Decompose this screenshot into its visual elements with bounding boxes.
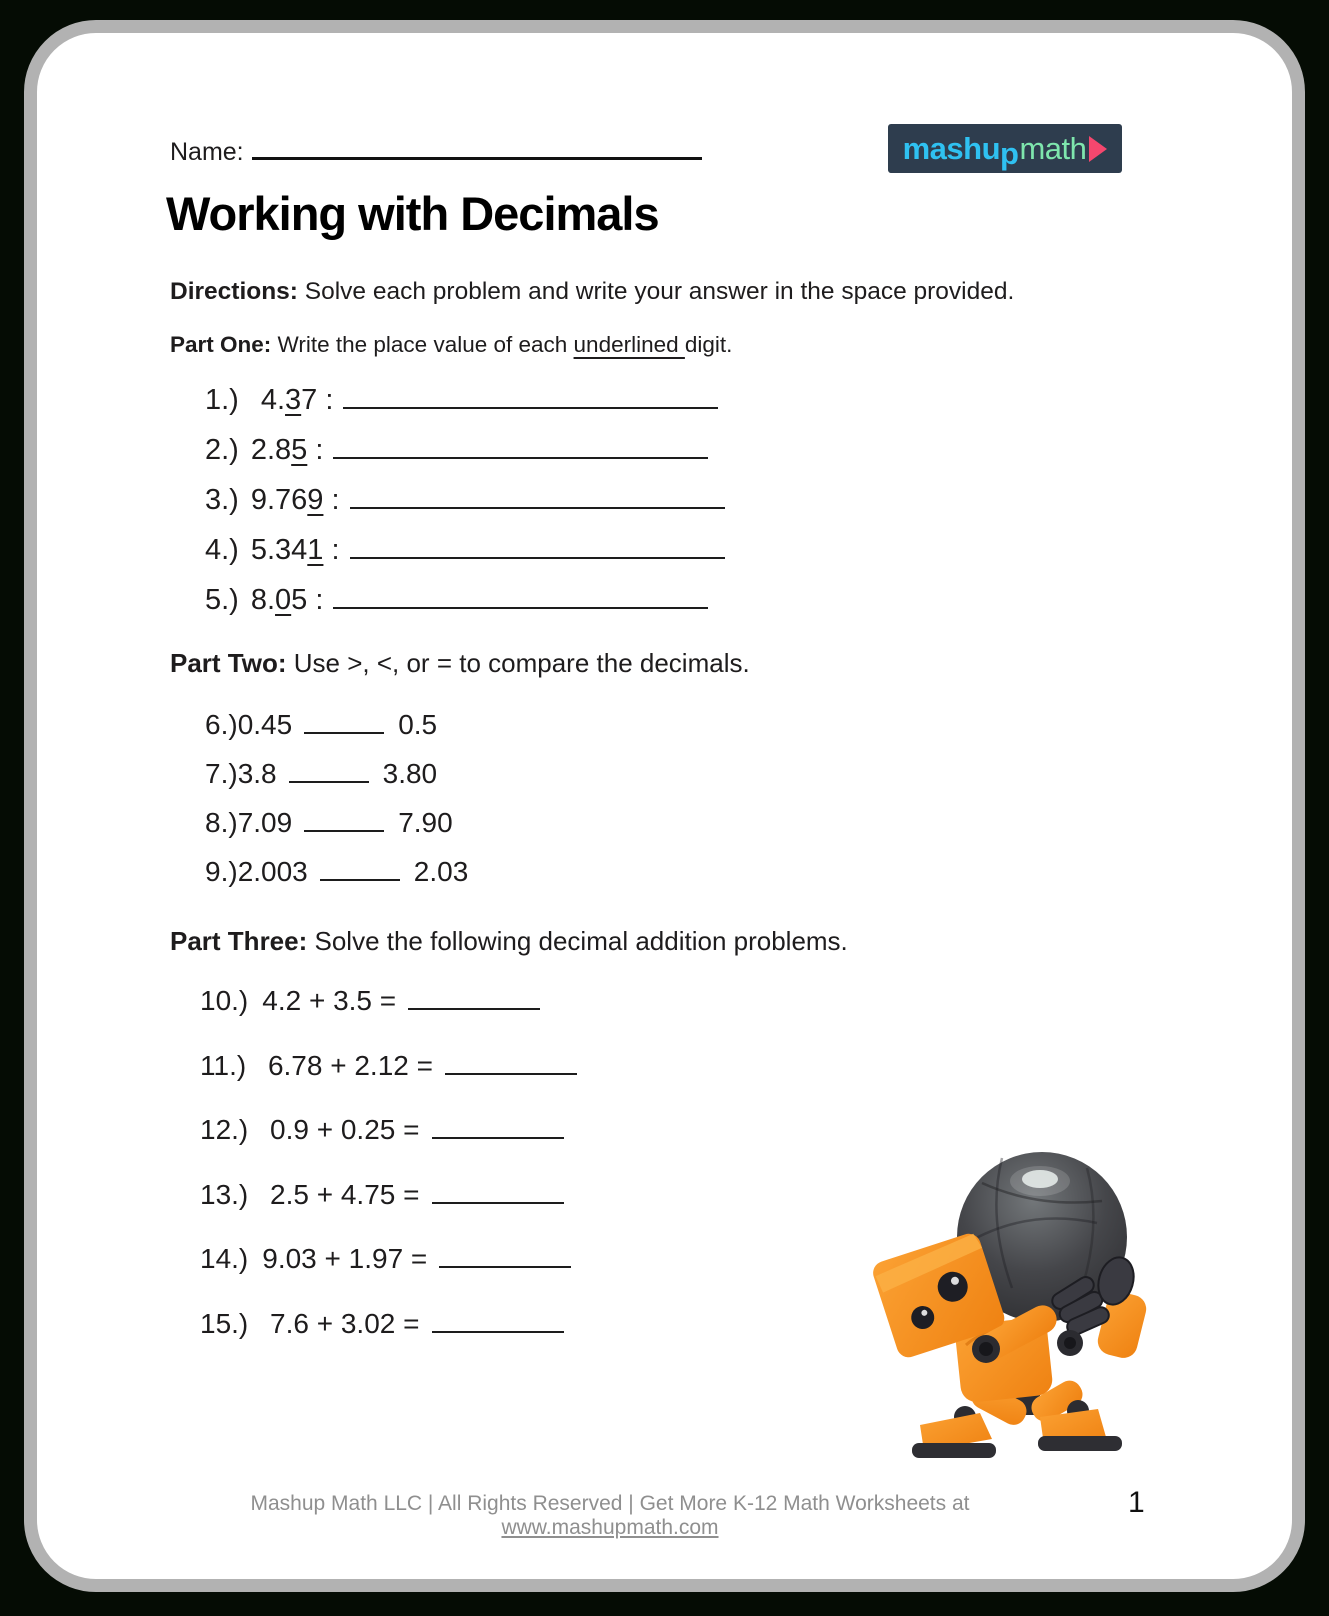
footer-text: Mashup Math LLC | All Rights Reserved | Get More K-12 Math Worksheets at xyxy=(250,1492,970,1515)
answer-blank xyxy=(343,378,718,409)
left-value: 3.8 xyxy=(237,758,277,789)
item-value: 8.05 xyxy=(250,584,308,616)
answer-blank xyxy=(439,1238,571,1268)
addition-item xyxy=(200,1045,577,1110)
item-number: 8.) xyxy=(205,807,238,838)
part-three-label: Part Three: xyxy=(170,926,308,956)
addition-item xyxy=(200,1238,577,1303)
compare-item xyxy=(205,851,468,900)
compare-item xyxy=(205,753,468,802)
expression: 4.2 + 3.5 = xyxy=(262,985,397,1016)
answer-blank xyxy=(445,1045,577,1075)
item-number: 14.) xyxy=(200,1243,249,1274)
page-number: 1 xyxy=(1128,1486,1145,1519)
answer-blank xyxy=(304,704,384,734)
place-value-item xyxy=(205,378,725,428)
logo-text-mashu: mashu xyxy=(902,130,1001,166)
item-value: 4.37 xyxy=(260,384,318,416)
name-blank-line xyxy=(252,132,702,160)
expression: 2.5 + 4.75 = xyxy=(262,1178,420,1210)
left-value: 2.003 xyxy=(237,856,308,887)
part-three-text: Solve the following decimal addition problems. xyxy=(307,926,848,956)
directions xyxy=(170,278,1014,306)
name-label: Name: xyxy=(170,138,244,166)
place-value-item xyxy=(205,578,725,628)
item-number: 12.) xyxy=(200,1114,249,1145)
part-two-list xyxy=(205,704,468,900)
part-one-underlined-word: underlined xyxy=(573,332,685,357)
part-one-list xyxy=(205,378,725,628)
answer-blank xyxy=(350,528,725,559)
page-title: Working with Decimals xyxy=(166,187,659,240)
part-two-label: Part Two: xyxy=(170,648,287,678)
addition-item xyxy=(200,1303,577,1368)
colon: : xyxy=(315,584,324,616)
part-three-heading xyxy=(170,926,848,957)
play-icon xyxy=(1089,136,1107,162)
footer-link[interactable]: www.mashupmath.com xyxy=(501,1516,719,1539)
answer-blank xyxy=(408,980,540,1010)
place-value-item xyxy=(205,428,725,478)
place-value-item xyxy=(205,528,725,578)
answer-blank xyxy=(432,1109,564,1139)
answer-blank xyxy=(289,753,369,783)
logo-text-math: math xyxy=(1019,130,1087,166)
right-value: 7.90 xyxy=(398,807,453,838)
part-one-text: Write the place value of each xyxy=(271,332,574,357)
addition-item xyxy=(200,1109,577,1174)
part-two-heading xyxy=(170,648,750,679)
answer-blank xyxy=(304,802,384,832)
robot-carrying-ball-illustration xyxy=(862,1133,1154,1465)
answer-blank xyxy=(432,1303,564,1333)
expression: 9.03 + 1.97 = xyxy=(262,1243,428,1274)
expression: 0.9 + 0.25 = xyxy=(262,1114,420,1145)
directions-text: Solve each problem and write your answer in the space provided. xyxy=(297,278,1015,305)
item-number: 9.) xyxy=(205,856,238,887)
item-number: 11.) xyxy=(200,1049,247,1081)
expression: 7.6 + 3.02 = xyxy=(262,1307,420,1339)
item-number: 7.) xyxy=(205,758,238,789)
colon: : xyxy=(331,484,340,516)
item-number: 5.) xyxy=(205,584,239,616)
item-number: 1.) xyxy=(205,384,239,416)
item-value: 5.341 xyxy=(250,534,324,566)
item-number: 15.) xyxy=(200,1307,249,1339)
colon: : xyxy=(325,384,334,416)
part-one-heading xyxy=(170,332,732,358)
part-one-text-after: digit. xyxy=(684,332,733,357)
addition-item xyxy=(200,980,577,1045)
item-number: 13.) xyxy=(200,1178,249,1210)
expression: 6.78 + 2.12 = xyxy=(260,1049,433,1081)
compare-item xyxy=(205,802,468,851)
item-number: 4.) xyxy=(205,534,239,566)
item-number: 3.) xyxy=(205,484,239,516)
item-number: 2.) xyxy=(205,434,239,466)
answer-blank xyxy=(333,578,708,609)
directions-label: Directions: xyxy=(170,278,298,305)
part-three-list xyxy=(200,980,577,1367)
logo-text-p: p xyxy=(1000,135,1019,171)
item-value: 9.769 xyxy=(250,484,324,516)
left-value: 7.09 xyxy=(237,807,293,838)
addition-item xyxy=(200,1174,577,1239)
mashupmath-logo xyxy=(888,124,1122,173)
part-two-text: Use >, <, or = to compare the decimals. xyxy=(286,648,750,678)
item-number: 10.) xyxy=(200,985,249,1016)
right-value: 2.03 xyxy=(413,856,469,887)
item-number: 6.) xyxy=(205,709,238,740)
footer xyxy=(160,1492,1060,1540)
colon: : xyxy=(315,434,324,466)
right-value: 0.5 xyxy=(398,709,438,740)
answer-blank xyxy=(320,851,400,881)
answer-blank xyxy=(432,1174,564,1204)
place-value-item xyxy=(205,478,725,528)
right-value: 3.80 xyxy=(382,758,438,789)
answer-blank xyxy=(350,478,725,509)
left-value: 0.45 xyxy=(237,709,293,740)
colon: : xyxy=(331,534,340,566)
compare-item xyxy=(205,704,468,753)
answer-blank xyxy=(333,428,708,459)
part-one-label: Part One: xyxy=(170,332,272,357)
item-value: 2.85 xyxy=(250,434,308,466)
name-row xyxy=(170,132,702,167)
